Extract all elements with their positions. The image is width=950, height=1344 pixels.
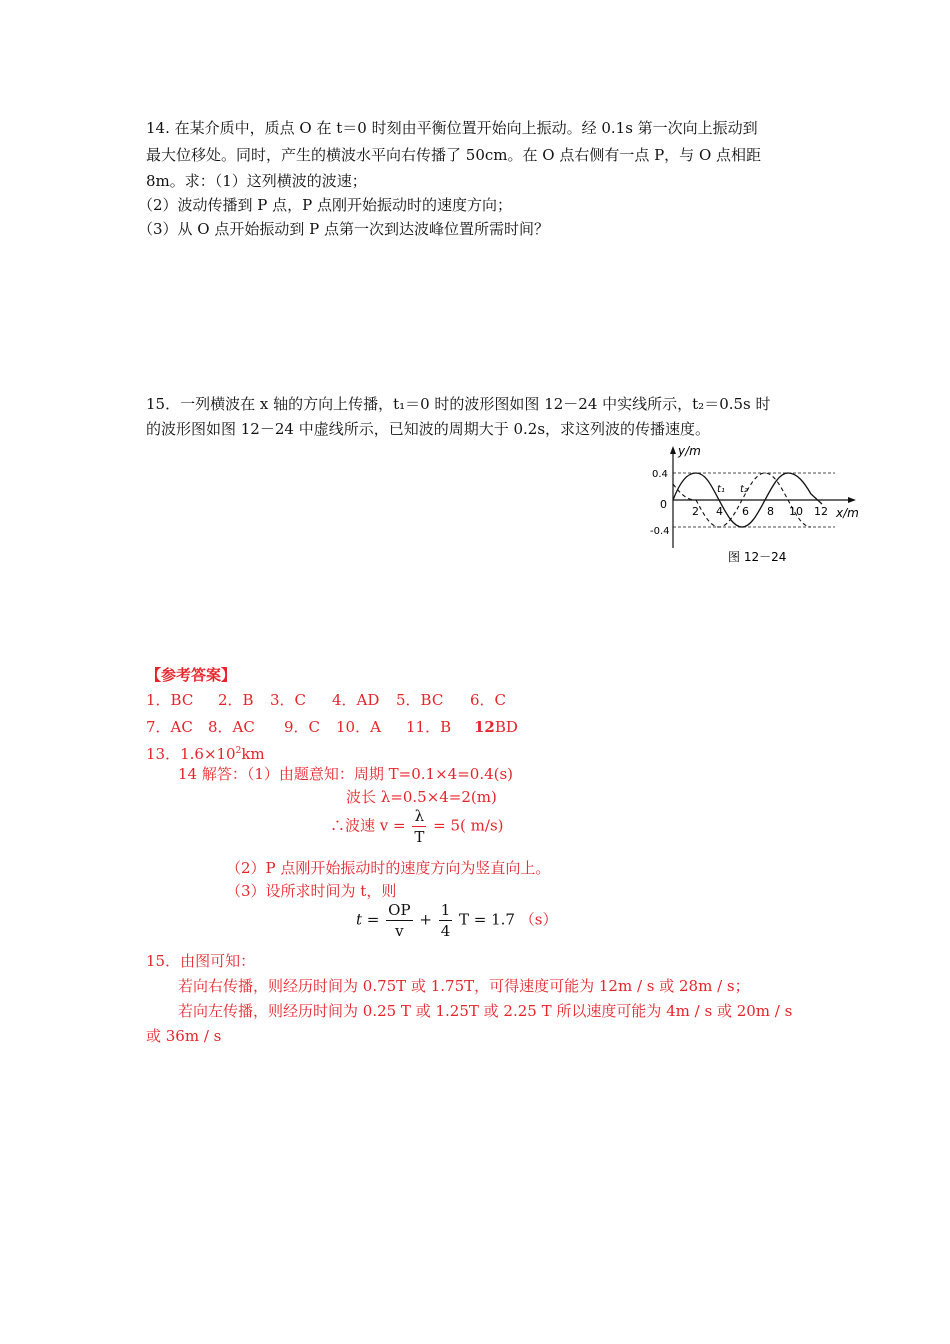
y-tick-bottom: -0.4 <box>650 526 670 537</box>
answer-5: 5．BC <box>396 691 444 709</box>
speed-fraction-num: λ <box>412 806 426 827</box>
x-axis-label: x/m <box>836 506 859 520</box>
x-tick-8: 8 <box>767 505 774 518</box>
speed-fraction-den: T <box>414 828 425 846</box>
answer-4: 4．AD <box>332 691 380 709</box>
answer-8: 8．AC <box>208 718 255 736</box>
q15-line1: 15．一列横波在 x 轴的方向上传播，t₁＝0 时的波形图如图 12－24 中实线所示，t₂＝0.5s 时 <box>146 395 771 413</box>
q14-line2: 最大位移处。同时，产生的横波水平向右传播了 50cm。在 O 点右侧有一点 P，与 O 点相距 <box>146 146 762 164</box>
answers-row2 <box>146 716 518 738</box>
x-tick-4: 4 <box>716 505 723 518</box>
q14-line3: 8m。求：（1）这列横波的波速； <box>146 172 367 190</box>
answer-1: 1．BC <box>146 691 194 709</box>
answer-13-prefix: 13．1.6×10 <box>146 745 236 763</box>
time-fraction-1-num: OP <box>388 901 411 919</box>
answer-3: 3．C <box>270 691 307 709</box>
answers-heading: 【参考答案】 <box>146 666 237 684</box>
answer-15-line3: 若向左传播，则经历时间为 0.25 T 或 1.25T 或 2.25 T 所以速度可能为 4m / s 或 20m / s <box>178 1002 793 1020</box>
answer-15-line1: 15．由图可知： <box>146 952 256 970</box>
answer-14-part2: （2）P 点刚开始振动时的速度方向为竖直向上。 <box>226 859 551 877</box>
time-fraction-2 <box>439 900 453 941</box>
q14-line4: （2）波动传播到 P 点，P 点刚开始振动时的速度方向； <box>138 196 513 214</box>
figure-caption: 图 12－24 <box>728 550 787 564</box>
t1-label: t₁ <box>717 484 725 495</box>
speed-suffix: = 5( m/s) <box>433 816 504 835</box>
answer-13-sup: 2 <box>235 746 242 756</box>
x-tick-2: 2 <box>692 505 699 518</box>
answer-7: 7．AC <box>146 718 193 736</box>
x-tick-6: 6 <box>742 505 749 518</box>
time-fraction-1 <box>386 900 412 941</box>
answer-11: 11．B <box>406 718 452 736</box>
q14-line1: 14. 在某介质中，质点 O 在 t＝0 时刻由平衡位置开始向上振动。经 0.1s 第一次向上振动到 <box>146 119 758 137</box>
answer-10: 10．A <box>336 718 381 736</box>
answer-15-line4: 或 36m / s <box>146 1027 222 1045</box>
x-tick-10: 10 <box>789 505 803 518</box>
q15-line2: 的波形图如图 12－24 中虚线所示，已知波的周期大于 0.2s，求这列波的传播速度。 <box>146 420 711 438</box>
answer-14-part3: （3）设所求时间为 t，则 <box>226 882 397 900</box>
time-fraction-2-num: 1 <box>440 901 451 919</box>
answer-12-number: 12 <box>474 718 495 736</box>
time-prefix: t = <box>356 910 380 929</box>
answer-14-part1: 14 解答：（1）由题意知：周期 T=0.1×4=0.4(s) <box>178 765 514 783</box>
time-fraction-2-den: 4 <box>440 922 451 940</box>
answer-14-time-equation <box>356 900 557 941</box>
answer-15-line2: 若向右传播，则经历时间为 0.75T 或 1.75T，可得速度可能为 12m / s 或 28m / s； <box>178 977 750 995</box>
answer-6: 6．C <box>470 691 507 709</box>
answer-12: BD <box>494 718 518 736</box>
answer-13 <box>146 740 265 765</box>
answer-14-speed-equation <box>330 806 504 847</box>
time-plus: + <box>419 910 432 929</box>
y-tick-zero: 0 <box>660 498 667 511</box>
y-axis-arrow <box>670 446 676 454</box>
answer-2: 2．B <box>218 691 254 709</box>
t2-label: t₂ <box>740 484 748 495</box>
time-suffix: T = 1.7 <box>459 910 515 929</box>
answers-row1 <box>146 689 506 711</box>
answer-9: 9．C <box>284 718 321 736</box>
speed-fraction <box>412 806 426 847</box>
time-fraction-1-den: v <box>395 922 404 940</box>
wave-figure <box>640 440 870 570</box>
y-tick-top: 0.4 <box>652 469 668 480</box>
q14-line5: （3）从 O 点开始振动到 P 点第一次到达波峰位置所需时间？ <box>138 220 550 238</box>
y-axis-label: y/m <box>678 444 701 458</box>
time-unit: （s） <box>519 910 558 929</box>
answer-14-wavelength: 波长 λ=0.5×4=2(m) <box>346 788 497 806</box>
speed-prefix: ∴波速 v = <box>330 816 406 835</box>
x-axis-arrow <box>848 497 856 503</box>
x-tick-12: 12 <box>814 505 828 518</box>
answer-13-suffix: km <box>241 745 265 763</box>
